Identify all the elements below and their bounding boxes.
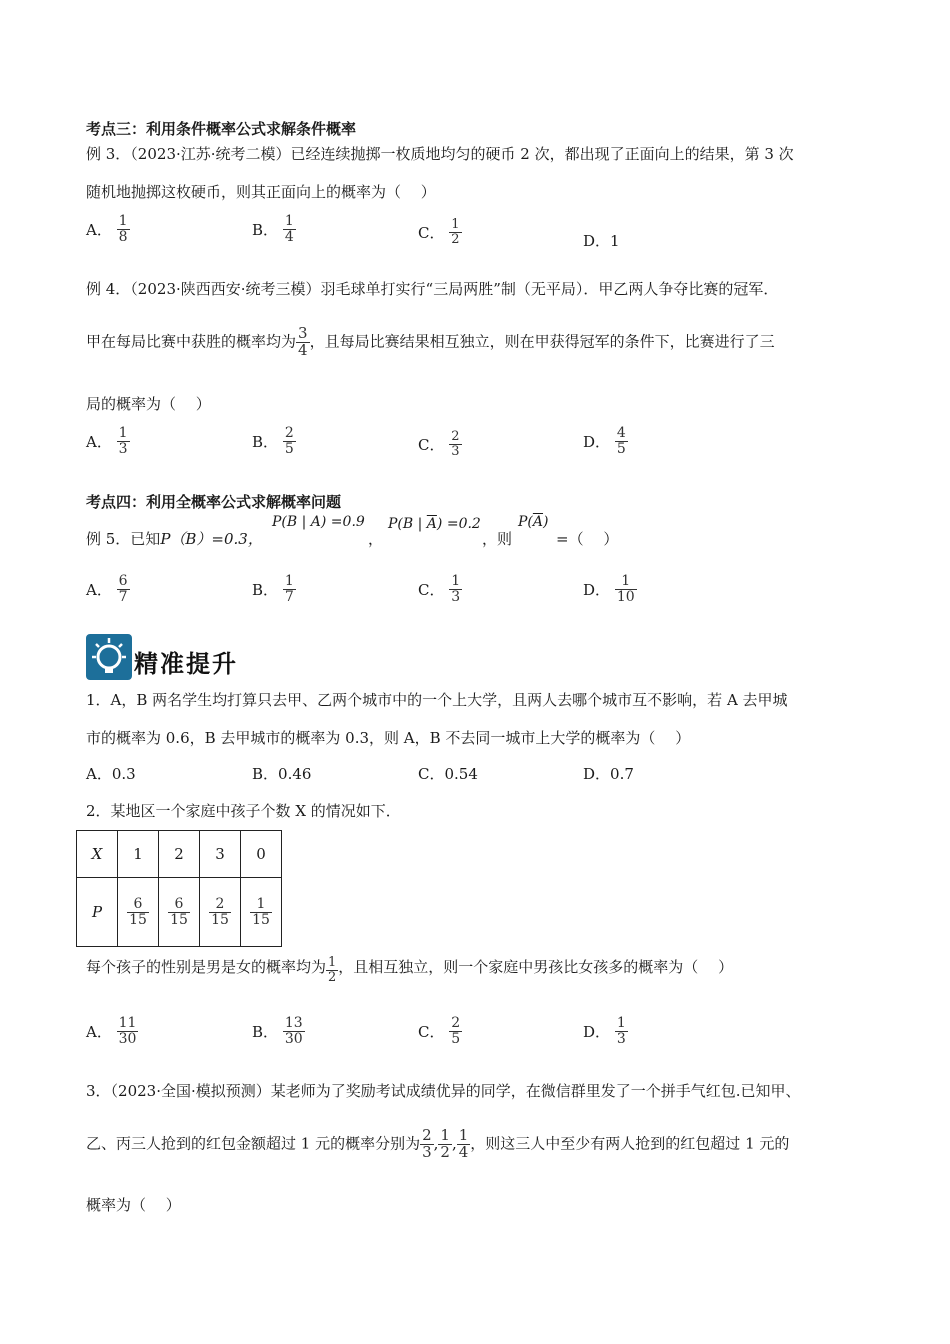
example-5-tail: =（ ） — [556, 530, 619, 548]
question-1-option-b: B．0.46 — [252, 765, 312, 783]
table-cell: X — [77, 831, 118, 878]
example-4-line2: 甲在每局比赛中获胜的概率均为 $\frac{3}{4}$ ，且每局比赛结果相互独立，则在甲获得冠军的条件下，比赛进行了三 — [86, 324, 775, 359]
example-4-line1: 例 4．（2023·陕西西安·统考三模）羽毛球单打实行“三局两胜”制（无平局）．甲乙两人争夺比赛的冠军． — [86, 280, 779, 298]
table-cell: $\frac{6}{15}$ — [118, 878, 159, 947]
example-3-option-c: C． $\frac{1}{2}$ — [418, 217, 460, 247]
example-5-option-d: D． $\frac{1}{10}$ — [583, 573, 635, 605]
example-5-formula-1: P(B | A) =0.9 — [272, 514, 365, 530]
example-5-comma-1: ， — [368, 530, 384, 548]
table-cell: $\frac{2}{15}$ — [200, 878, 241, 947]
question-2-option-c: C． $\frac{2}{5}$ — [418, 1015, 461, 1047]
example-4-option-b: B． $\frac{2}{5}$ — [252, 425, 294, 457]
example-5-option-b: B． $\frac{1}{7}$ — [252, 573, 294, 605]
question-2-line1: 2．某地区一个家庭中孩子个数 X 的情况如下． — [86, 802, 401, 820]
example-4-option-c: C． $\frac{2}{3}$ — [418, 429, 460, 459]
question-3-line2: 乙、丙三人抢到的红包金额超过 1 元的概率分别为 $\frac{2}{3}$ , $\frac{1}{2}$ , $\frac{1}{4}$ ，则这三人中至少有两人抢到的红包超过 1 元的 — [86, 1126, 790, 1161]
banner-title: 精准提升 — [134, 650, 238, 678]
table-cell: $\frac{1}{15}$ — [241, 878, 282, 947]
example-5-option-a: A． $\frac{6}{7}$ — [86, 573, 128, 605]
question-3-line1: 3．（2023·全国·模拟预测）某老师为了奖励考试成绩优异的同学，在微信群里发了一个拼手气红包.已知甲、 — [86, 1082, 801, 1100]
table-cell: 3 — [200, 831, 241, 878]
table-row — [77, 831, 282, 878]
question-1-option-a: A．0.3 — [86, 765, 136, 783]
question-2-option-b: B． $\frac{13}{30}$ — [252, 1015, 303, 1047]
question-1-option-c: C．0.54 — [418, 765, 478, 783]
question-1-line1: 1．A，B 两名学生均打算只去甲、乙两个城市中的一个上大学，且两人去哪个城市互不影响，若 A 去甲城 — [86, 691, 788, 709]
table-cell: 0 — [241, 831, 282, 878]
section-title-3: 考点三：利用条件概率公式求解条件概率 — [86, 120, 357, 138]
example-5-comma-2: ，则 — [482, 530, 513, 548]
question-2-option-d: D． $\frac{1}{3}$ — [583, 1015, 626, 1047]
example-5-option-c: C． $\frac{1}{3}$ — [418, 573, 461, 605]
table-cell: 1 — [118, 831, 159, 878]
example-4-option-a: A． $\frac{1}{3}$ — [86, 425, 128, 457]
example-3-line1: 例 3．（2023·江苏·统考二模）已经连续抛掷一枚质地均匀的硬币 2 次，都出现了正面向上的结果，第 3 次 — [86, 145, 794, 163]
question-2-line2: 每个孩子的性别是男是女的概率均为 $\frac{1}{2}$ ，且相互独立，则一个家庭中男孩比女孩多的概率为（ ） — [86, 955, 734, 985]
lightbulb-icon — [86, 634, 132, 680]
table-row — [77, 878, 282, 947]
example-3-option-b: B． $\frac{1}{4}$ — [252, 213, 294, 245]
example-3-line2: 随机地抛掷这枚硬币，则其正面向上的概率为（ ） — [86, 183, 436, 201]
section-title-4: 考点四：利用全概率公式求解概率问题 — [86, 493, 342, 511]
table-cell: 2 — [159, 831, 200, 878]
example-4-line3: 局的概率为（ ） — [86, 395, 211, 413]
table-cell: $\frac{6}{15}$ — [159, 878, 200, 947]
example-5-formula-2: P(B | $\overline{A}) =0.2$ — [388, 516, 481, 532]
question-2-option-a: A． $\frac{11}{30}$ — [86, 1015, 137, 1047]
question-1-line2: 市的概率为 0.6，B 去甲城市的概率为 0.3，则 A，B 不去同一城市上大学的概率为（ ） — [86, 729, 691, 747]
question-1-option-d: D．0.7 — [583, 765, 634, 783]
example-3-option-a: A． $\frac{1}{8}$ — [86, 213, 128, 245]
example-5-pre: 例 5．已知P（B）=0.3， — [86, 530, 263, 548]
example-5-formula-3: $P(\overline{A})$ — [518, 514, 549, 530]
example-3-option-d: D．1 — [583, 232, 620, 250]
table-cell: P — [77, 878, 118, 947]
distribution-table — [76, 830, 282, 947]
question-3-line3: 概率为（ ） — [86, 1196, 181, 1214]
example-4-option-d: D． $\frac{4}{5}$ — [583, 425, 626, 457]
